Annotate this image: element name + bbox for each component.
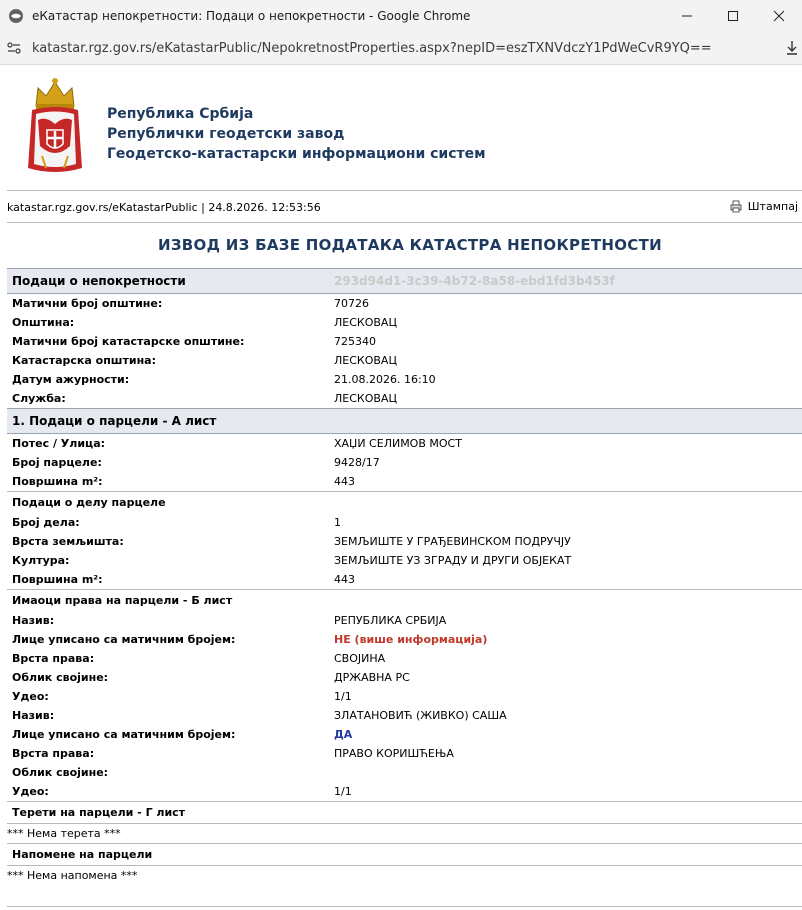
agency-line-3: Геодетско-катастарски информациони систем: [107, 146, 486, 162]
field-value: ХАЏИ СЕЛИМОВ МОСТ: [334, 437, 462, 450]
more-info-link[interactable]: НЕ (више информација): [334, 633, 488, 646]
field-value: СВОЈИНА: [334, 652, 386, 665]
field-label: Катастарска општина:: [12, 354, 156, 367]
field-value: ДА: [334, 728, 353, 741]
table-row: [7, 351, 802, 370]
table-row: [7, 434, 802, 453]
field-label: Лице уписано са матичним бројем:: [12, 728, 236, 741]
field-value: ЛЕСКОВАЦ: [334, 392, 397, 405]
field-value: 725340: [334, 335, 376, 348]
field-value: 21.08.2026. 16:10: [334, 373, 436, 386]
table-row: [7, 725, 802, 744]
table-row: [7, 611, 802, 630]
divider: [7, 190, 802, 191]
table-row: [7, 513, 802, 532]
print-label: Штампај: [747, 200, 798, 213]
field-label: Врста права:: [12, 652, 95, 665]
field-label: Општина:: [12, 316, 75, 329]
agency-name: [107, 104, 486, 164]
field-value: ПРАВО КОРИШЋЕЊА: [334, 747, 454, 760]
timestamp-line: katastar.rgz.gov.rs/eKatastarPublic | 24.8.2026. 12:53:56: [7, 201, 321, 214]
field-value: 443: [334, 475, 355, 488]
field-label: Врста земљишта:: [12, 535, 124, 548]
agency-line-1: Република Србија: [107, 106, 254, 122]
site-info-icon: [6, 40, 22, 56]
field-value: 1/1: [334, 785, 352, 798]
table-row: [7, 630, 802, 649]
table-row: [7, 313, 802, 332]
field-label: Врста права:: [12, 747, 95, 760]
field-value: 443: [334, 573, 355, 586]
site-info-button[interactable]: [4, 38, 24, 58]
field-value: 9428/17: [334, 456, 380, 469]
property-extract: [7, 268, 802, 885]
download-icon: [786, 40, 798, 56]
field-value: ЛЕСКОВАЦ: [334, 316, 397, 329]
field-value: РЕПУБЛИКА СРБИЈА: [334, 614, 447, 627]
agency-line-2: Републички геодетски завод: [107, 126, 345, 142]
field-label: Датум ажурности:: [12, 373, 130, 386]
field-label: Лице уписано са матичним бројем:: [12, 633, 236, 646]
section-parcel-title: 1. Подаци о парцели - А лист: [12, 414, 217, 428]
field-label: Облик својине:: [12, 766, 109, 779]
page-header: [0, 72, 802, 188]
download-button[interactable]: [782, 38, 802, 58]
table-row: [7, 472, 802, 491]
table-row: [7, 782, 802, 801]
window-title: еКатастар непокретности: Подаци о непокретности - Google Chrome: [32, 9, 471, 23]
table-row: [7, 294, 802, 313]
table-row: [7, 649, 802, 668]
subsection-notes: Напомене на парцели: [7, 843, 802, 865]
maximize-button[interactable]: [710, 0, 756, 32]
burdens-text: *** Нема терета ***: [7, 827, 121, 840]
table-row: [7, 332, 802, 351]
field-label: Култура:: [12, 554, 70, 567]
table-row: [7, 551, 802, 570]
field-label: Број дела:: [12, 516, 80, 529]
close-icon: [773, 10, 785, 22]
site-icon: [8, 8, 24, 24]
table-row: [7, 706, 802, 725]
url-field[interactable]: katastar.rgz.gov.rs/eKatastarPublic/NepokretnostProperties.aspx?nepID=eszTXNVdczY1PdWeCvR9YQ==: [32, 40, 712, 56]
page-title: ИЗВОД ИЗ БАЗЕ ПОДАТАКА КАТАСТРА НЕПОКРЕТНОСТИ: [158, 236, 662, 254]
table-row: [7, 570, 802, 589]
property-guid: 293d94d1-3c39-4b72-8a58-ebd1fd3b453f: [334, 274, 615, 288]
field-value: 70726: [334, 297, 369, 310]
subsection-burdens: Терети на парцели - Г лист: [7, 801, 802, 823]
field-label: Површина m²:: [12, 475, 103, 488]
subsection-owners: Имаоци права на парцели - Б лист: [7, 589, 802, 611]
field-label: Назив:: [12, 614, 55, 627]
print-link[interactable]: [730, 200, 798, 213]
table-row: [7, 744, 802, 763]
table-row: [7, 532, 802, 551]
field-value: 1/1: [334, 690, 352, 703]
field-label: Облик својине:: [12, 671, 109, 684]
field-label: Површина m²:: [12, 573, 103, 586]
minimize-icon: [681, 10, 693, 22]
address-bar: [0, 32, 802, 65]
divider: [7, 906, 802, 907]
field-label: Удео:: [12, 690, 49, 703]
section-property: [7, 268, 802, 294]
close-button[interactable]: [756, 0, 802, 32]
field-value: 1: [334, 516, 341, 529]
field-value: ДРЖАВНА РС: [334, 671, 410, 684]
maximize-icon: [727, 10, 739, 22]
table-row: [7, 763, 802, 782]
section-property-title: Подаци о непокретности: [12, 274, 186, 288]
table-row: [7, 687, 802, 706]
field-label: Служба:: [12, 392, 66, 405]
field-label: Број парцеле:: [12, 456, 102, 469]
field-label: Потес / Улица:: [12, 437, 106, 450]
field-value: ЗЕМЉИШТЕ У ГРАЂЕВИНСКОМ ПОДРУЧЈУ: [334, 535, 571, 548]
table-row: [7, 370, 802, 389]
notes-text: *** Нема напомена ***: [7, 869, 138, 882]
divider: [7, 222, 802, 223]
minimize-button[interactable]: [664, 0, 710, 32]
field-label: Удео:: [12, 785, 49, 798]
field-label: Назив:: [12, 709, 55, 722]
table-row: [7, 453, 802, 472]
coat-of-arms-icon: [26, 76, 84, 178]
subsection-parcel-part: Подаци о делу парцеле: [7, 491, 802, 513]
field-value: ЛЕСКОВАЦ: [334, 354, 397, 367]
field-value: ЗЕМЉИШТЕ УЗ ЗГРАДУ И ДРУГИ ОБЈЕКАТ: [334, 554, 572, 567]
printer-icon: [730, 200, 742, 213]
section-parcel: [7, 408, 802, 434]
field-label: Матични број општине:: [12, 297, 163, 310]
field-label: Матични број катастарске општине:: [12, 335, 245, 348]
table-row: [7, 668, 802, 687]
window-titlebar: [0, 0, 802, 32]
field-value: ЗЛАТАНОВИЋ (ЖИВКО) САША: [334, 709, 507, 722]
table-row: [7, 389, 802, 408]
